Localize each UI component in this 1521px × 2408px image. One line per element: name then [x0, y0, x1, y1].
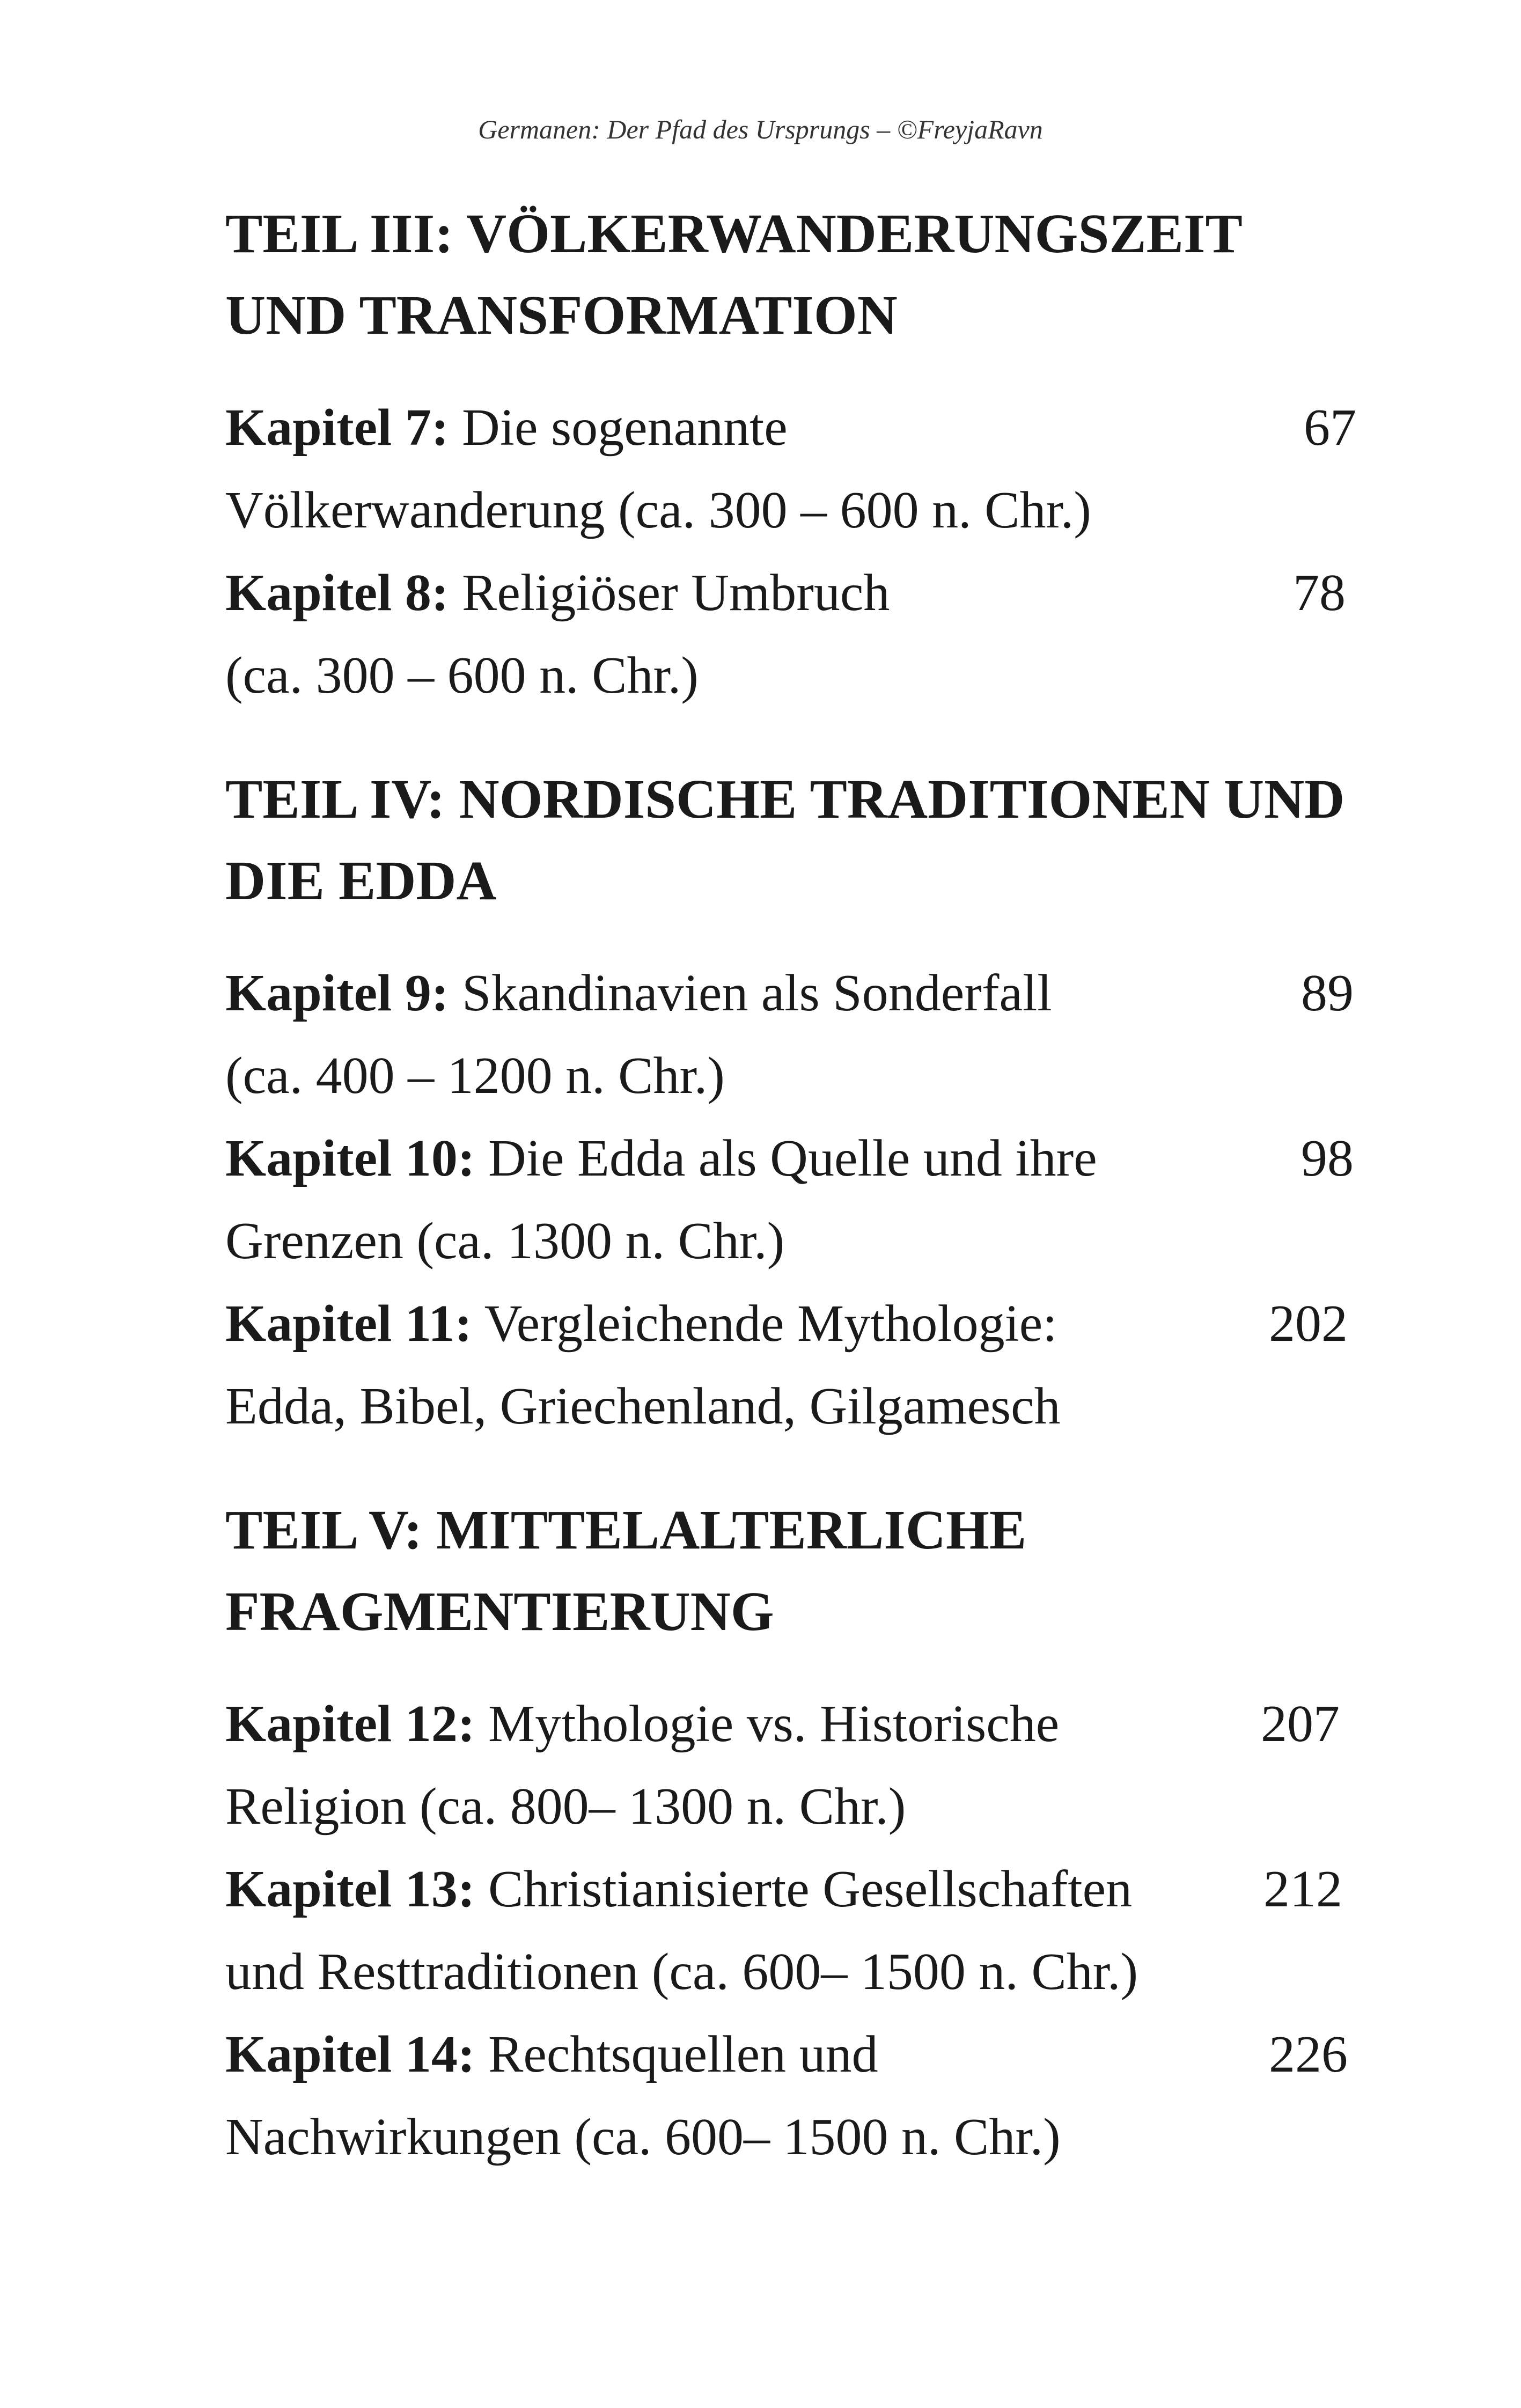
part-4 [225, 759, 1352, 1448]
chapter-label: Kapitel 12: [225, 1695, 475, 1753]
page-number: 78 [1293, 564, 1346, 622]
part-5 [225, 1489, 1352, 2178]
chapter-title: Vergleichende Mythologie: [472, 1295, 1057, 1353]
running-header: Germanen: Der Pfad des Ursprungs – ©FreyjaRavn [478, 114, 1043, 144]
page-number: 212 [1263, 1860, 1342, 1918]
page-number: 98 [1301, 1129, 1354, 1187]
chapter-label: Kapitel 11: [225, 1295, 473, 1353]
chapter-title-cont: Religion (ca. 800– 1300 n. Chr.) [225, 1778, 906, 1836]
chapter-title: Die Edda als Quelle und ihre [475, 1129, 1097, 1187]
part-3 [225, 193, 1356, 717]
chapter-title-cont: Edda, Bibel, Griechenland, Gilgamesch [225, 1377, 1061, 1435]
chapter-title-cont: und Resttraditionen (ca. 600– 1500 n. Chr.) [225, 1943, 1138, 2001]
chapter-title: Religiöser Umbruch [449, 564, 890, 622]
page-number: 207 [1261, 1695, 1340, 1753]
toc-entry-kapitel-9[interactable] [225, 952, 1352, 1117]
chapter-label: Kapitel 9: [225, 964, 449, 1022]
chapter-title-cont: Völkerwanderung (ca. 300 – 600 n. Chr.) [225, 481, 1091, 539]
chapter-label: Kapitel 7: [225, 399, 449, 457]
part-title: TEIL III: VÖLKERWANDERUNGSZEIT [225, 203, 1243, 265]
chapter-title: Rechtsquellen und [475, 2025, 878, 2083]
chapter-label: Kapitel 14: [225, 2025, 475, 2083]
toc-entry-kapitel-11[interactable] [225, 1282, 1352, 1448]
chapter-title: Mythologie vs. Historische [475, 1695, 1060, 1753]
part-title: UND TRANSFORMATION [225, 284, 898, 346]
toc-entry-kapitel-13[interactable] [225, 1848, 1352, 2013]
page-number: 202 [1269, 1295, 1348, 1353]
chapter-title-cont: Grenzen (ca. 1300 n. Chr.) [225, 1212, 785, 1270]
page-number: 89 [1301, 964, 1354, 1022]
part-title: TEIL IV: NORDISCHE TRADITIONEN UND [225, 768, 1345, 830]
toc-entry-kapitel-10[interactable] [225, 1117, 1352, 1282]
chapter-title: Christianisierte Gesellschaften [475, 1860, 1133, 1918]
part-title: TEIL V: MITTELALTERLICHE [225, 1499, 1027, 1561]
part-title: DIE EDDA [225, 850, 497, 912]
toc-entry-kapitel-14[interactable] [225, 2013, 1352, 2178]
chapter-title: Die sogenannte [449, 399, 788, 457]
page-number: 226 [1269, 2025, 1348, 2083]
table-of-contents [225, 193, 1356, 2178]
chapter-title: Skandinavien als Sonderfall [449, 964, 1052, 1022]
chapter-label: Kapitel 13: [225, 1860, 475, 1918]
toc-entry-kapitel-8[interactable] [225, 552, 1352, 717]
chapter-label: Kapitel 8: [225, 564, 449, 622]
part-title: FRAGMENTIERUNG [225, 1581, 774, 1642]
toc-entry-kapitel-12[interactable] [225, 1683, 1352, 1848]
chapter-title-cont: (ca. 300 – 600 n. Chr.) [225, 647, 699, 704]
chapter-title-cont: (ca. 400 – 1200 n. Chr.) [225, 1047, 725, 1105]
toc-entry-kapitel-7[interactable] [225, 386, 1356, 552]
chapter-title-cont: Nachwirkungen (ca. 600– 1500 n. Chr.) [225, 2108, 1061, 2166]
page-number: 67 [1304, 399, 1356, 457]
chapter-label: Kapitel 10: [225, 1129, 475, 1187]
